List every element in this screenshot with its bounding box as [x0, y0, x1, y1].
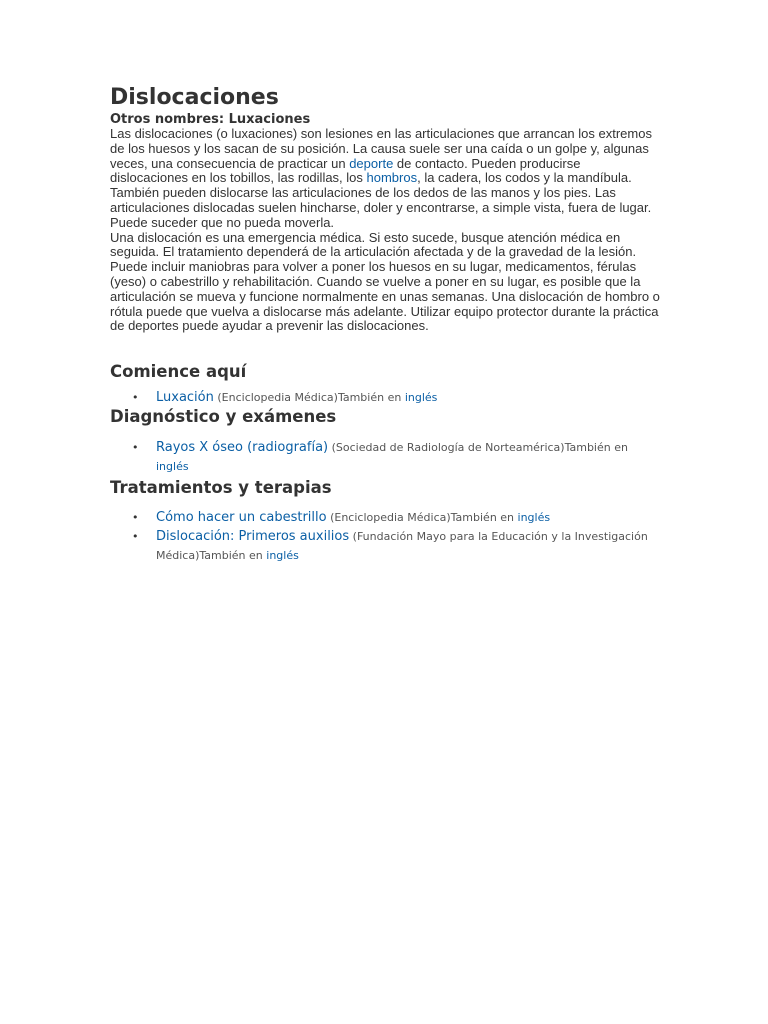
summary-text: de contacto. Pueden producirse dislocaciones en los tobillos, las rodillas, los	[110, 155, 581, 186]
also-in-label: También en	[450, 511, 518, 525]
list-item	[110, 508, 662, 527]
resource-source: (Enciclopedia Médica)	[326, 511, 451, 525]
section-heading-treatments: Tratamientos y terapias	[110, 478, 332, 498]
english-link[interactable]: inglés	[404, 391, 438, 405]
resource-link[interactable]: Luxación	[156, 390, 214, 406]
link-hombros[interactable]: hombros	[366, 170, 418, 186]
start-here-list	[110, 388, 662, 407]
bullet: •	[132, 441, 139, 455]
summary-paragraph-2: Una dislocación es una emergencia médica. Si esto sucede, busque atención médica en seguida. El tratamiento dependerá de la articulación afectada y de la gravedad de la lesión. Puede incluir maniobras para volver a poner los huesos en su lugar, medicamentos, férulas (yeso) o cabestrillo y rehabilitación. Cuando se vuelve a poner en su lugar, es posible que la articulación se mueva y funcione normalmente en unas semanas. Una dislocación de hombro o rótula puede que vuelva a dislocarse más adelante. Utilizar equipo protector durante la práctica de deportes puede ayudar a prevenir las dislocaciones.	[110, 229, 660, 334]
resource-source: (Sociedad de Radiología de Norteamérica)	[328, 441, 565, 455]
bullet: •	[132, 391, 139, 405]
english-link[interactable]: inglés	[156, 460, 189, 474]
resource-link[interactable]: Cómo hacer un cabestrillo	[156, 510, 327, 526]
summary-paragraph-1	[110, 127, 662, 231]
resource-source: (Enciclopedia Médica)	[213, 391, 338, 405]
also-in-label: También en	[337, 391, 405, 405]
page-title: Dislocaciones	[110, 85, 279, 110]
summary-text: , la cadera, los codos y la mandíbula. También pueden dislocarse las articulaciones de los dedos de las manos y los pies. Las articulaciones dislocadas suelen hincharse, doler y encontrarse, a simple vista, fuera de lugar. Puede suceder que no pueda moverla.	[110, 170, 652, 230]
list-item	[110, 388, 662, 407]
bullet: •	[132, 511, 139, 525]
link-deporte[interactable]: deporte	[349, 155, 394, 171]
resource-link[interactable]: Dislocación: Primeros auxilios	[156, 529, 350, 545]
article	[110, 84, 662, 565]
list-item	[110, 438, 662, 476]
also-in-label: También en	[199, 549, 267, 563]
resource-link[interactable]: Rayos X óseo (radiografía)	[156, 440, 329, 456]
resource-source: (Fundación Mayo para la Educación y la Investigación Médica)	[156, 530, 648, 563]
section-heading-start-here: Comience aquí	[110, 362, 247, 382]
diagnosis-list	[110, 438, 662, 476]
summary-text: Las dislocaciones (o luxaciones) son lesiones en las articulaciones que arrancan los extremos de los huesos y los sacan de su posición. La causa suele ser una caída o un golpe y, algunas veces, una consecuencia de practicar un	[110, 126, 652, 171]
list-item	[110, 527, 662, 565]
english-link[interactable]: inglés	[517, 511, 551, 525]
also-in-label: También en	[564, 441, 628, 455]
bullet: •	[132, 530, 139, 544]
section-heading-diagnosis: Diagnóstico y exámenes	[110, 407, 337, 427]
treatments-list	[110, 508, 662, 565]
english-link[interactable]: inglés	[266, 549, 299, 563]
also-called: Otros nombres: Luxaciones	[110, 112, 311, 127]
